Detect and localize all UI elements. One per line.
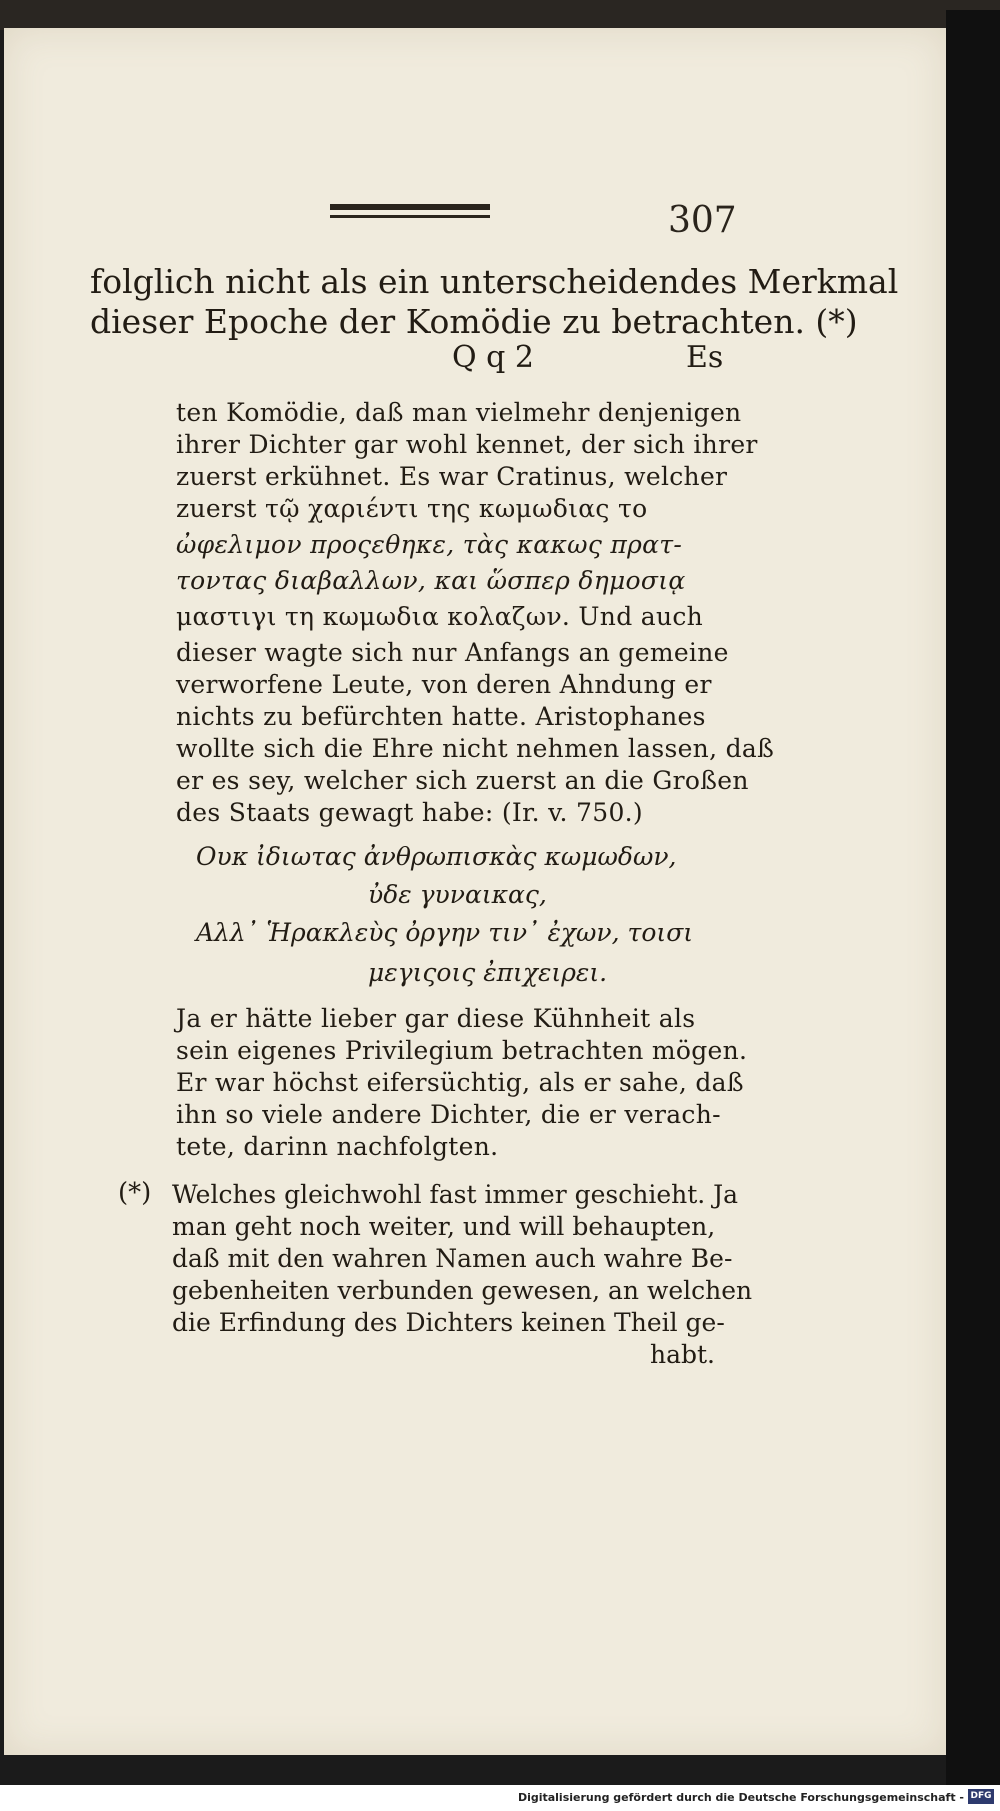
scan-top-border (0, 0, 1000, 30)
body-line: er es sey, welcher sich zuerst an die Großen (176, 766, 749, 795)
verse-line: ὐδε γυναικας, (368, 880, 547, 909)
body-line: nichts zu befürchten hatte. Aristophanes (176, 702, 706, 731)
footnote-line: daß mit den wahren Namen auch wahre Be- (172, 1244, 733, 1273)
body-line: tete, darinn nachfolgten. (176, 1132, 499, 1161)
catchword: Es (686, 340, 724, 375)
body-line: ihn so viele andere Dichter, die er verach- (176, 1100, 721, 1129)
footnote-line: man geht noch weiter, und will behaupten, (172, 1212, 716, 1241)
header-line-1: folglich nicht als ein unterscheidendes Merkmal (90, 262, 899, 301)
body-line: sein eigenes Privilegium betrachten mögen. (176, 1036, 748, 1065)
verse-line: μεγιςοις ἐπιχειρει. (368, 958, 608, 987)
body-line: μαστιγι τη κωμωδια κολαζων. Und auch (176, 602, 704, 631)
digitization-credit: Digitalisierung gefördert durch die Deutsche Forschungsgemeinschaft - (517, 1791, 964, 1804)
body-line: Ja er hätte lieber gar diese Kühnheit als (176, 1004, 696, 1033)
page-number: 307 (668, 200, 737, 241)
body-line: zuerst erkühnet. Es war Cratinus, welcher (176, 462, 728, 491)
footnote-line: die Erfindung des Dichters keinen Theil ge- (172, 1308, 725, 1337)
body-line: ihrer Dichter gar wohl kennet, der sich ihrer (176, 430, 758, 459)
verse-line: Ουκ ἰδιωτας ἀνθρωπισκὰς κωμωδων, (196, 842, 677, 871)
dfg-logo: DFG (968, 1789, 994, 1804)
footnote-marker: (*) (118, 1178, 152, 1208)
verse-line: Αλλ᾽ Ἡρακλεὺς ὀργην τιν᾽ ἐχων, τοισι (196, 918, 694, 947)
body-line: ten Komödie, daß man vielmehr denjenigen (176, 398, 742, 427)
body-line: ὠφελιμον προςεθηκε, τὰς κακως πρατ- (176, 530, 683, 559)
body-line: Er war höchst eifersüchtig, als er sahe, daß (176, 1068, 744, 1097)
footnote-end: habt. (650, 1340, 716, 1369)
body-line: zuerst τῷ χαριέντι της κωμωδιας το (176, 494, 648, 523)
body-line: wollte sich die Ehre nicht nehmen lassen, daß (176, 734, 775, 763)
header-line-2: dieser Epoche der Komödie zu betrachten. (*) (90, 302, 858, 341)
footnote-line: gebenheiten verbunden gewesen, an welchen (172, 1276, 753, 1305)
body-line: verworfene Leute, von deren Ahndung er (176, 670, 712, 699)
body-line: τοντας διαβαλλων, και ὥσπερ δημοσιᾳ (176, 566, 686, 595)
header-ornament-rule (330, 204, 490, 218)
body-line: des Staats gewagt habe: (Ir. v. 750.) (176, 798, 643, 827)
scan-right-border (946, 10, 1000, 1790)
signature-mark: Q q 2 (452, 340, 534, 375)
footnote-line: Welches gleichwohl fast immer geschieht. Ja (172, 1180, 739, 1209)
body-line: dieser wagte sich nur Anfangs an gemeine (176, 638, 729, 667)
